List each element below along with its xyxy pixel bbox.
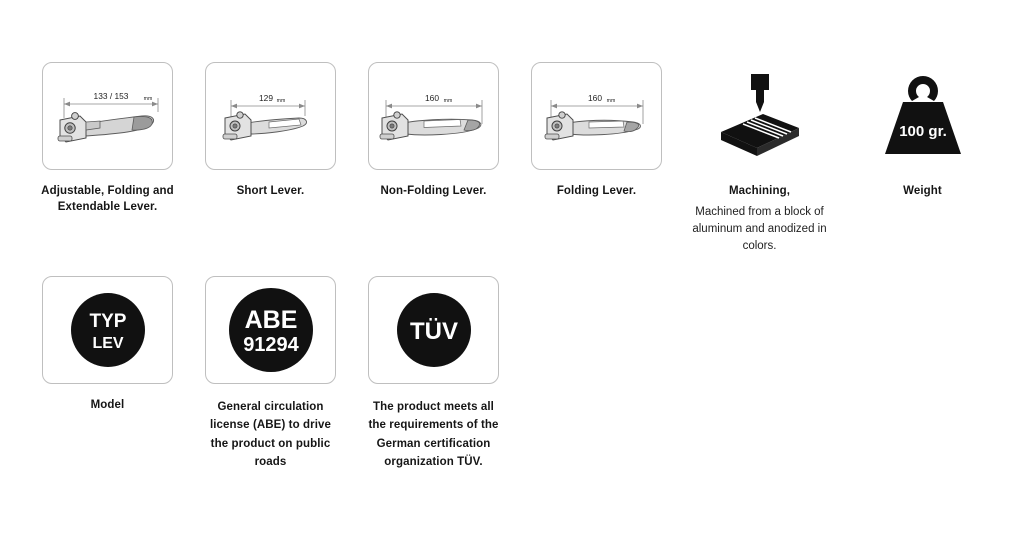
feature-image-box xyxy=(205,62,336,170)
feature-machining xyxy=(694,62,825,256)
lever-short-icon xyxy=(209,66,333,166)
certification-image-box xyxy=(42,276,173,384)
cnc-machining-icon xyxy=(701,66,819,166)
certifications-row xyxy=(42,276,531,472)
certification-image-box xyxy=(368,276,499,384)
feature-image-box xyxy=(857,62,988,170)
abe-badge-icon xyxy=(212,280,330,380)
feature-caption: Short Lever. xyxy=(236,185,305,197)
feature-caption: Non-Folding Lever. xyxy=(380,185,487,197)
weight-label: 100 gr. xyxy=(898,123,947,140)
typ-lev-badge-icon xyxy=(49,280,167,380)
feature-caption: Machining, xyxy=(728,185,791,197)
dimension-label: 160 xyxy=(424,93,439,103)
feature-folding-lever xyxy=(531,62,662,200)
dimension-unit: mm xyxy=(443,98,452,104)
dimension-label: 160 xyxy=(587,93,602,103)
feature-weight xyxy=(857,62,988,200)
dimension-label: 129 xyxy=(258,93,273,103)
badge-line-1: TYP xyxy=(89,311,126,332)
feature-image-box xyxy=(42,62,173,170)
features-row xyxy=(42,62,1020,256)
feature-caption: Adjustable, Folding and Extendable Lever. xyxy=(41,185,174,213)
feature-non-folding-lever xyxy=(368,62,499,200)
certification-image-box xyxy=(205,276,336,384)
dimension-label: 133 / 153 xyxy=(93,91,128,101)
feature-image-box xyxy=(531,62,662,170)
lever-folding-icon xyxy=(535,66,659,166)
dimension-unit: mm xyxy=(276,98,285,104)
dimension-unit: mm xyxy=(606,98,615,104)
badge-line-2: 91294 xyxy=(242,334,299,356)
weight-icon xyxy=(867,66,979,166)
feature-image-box xyxy=(694,62,825,170)
certification-caption: General circulation license (ABE) to drive the product on public roads xyxy=(209,401,332,469)
certification-caption: The product meets all the requirements of the German certification organization TÜV. xyxy=(368,401,499,469)
certification-model xyxy=(42,276,173,414)
feature-image-box xyxy=(368,62,499,170)
feature-caption: Weight xyxy=(903,185,942,197)
feature-short-lever xyxy=(205,62,336,200)
dimension-unit: mm xyxy=(143,96,152,102)
lever-adjustable-icon xyxy=(46,66,170,166)
tuv-badge-icon xyxy=(375,280,493,380)
certification-caption: Model xyxy=(90,399,125,411)
lever-non-folding-icon xyxy=(372,66,496,166)
badge-line-1: ABE xyxy=(244,306,297,334)
feature-caption: Folding Lever. xyxy=(556,185,637,197)
feature-subcaption: Machined from a block of aluminum and anodized in colors. xyxy=(692,205,827,253)
feature-adjustable-folding-extendable-lever xyxy=(42,62,173,216)
badge-line-2: LEV xyxy=(91,335,124,352)
badge-line-1: TÜV xyxy=(409,318,458,345)
certification-tuv xyxy=(368,276,499,472)
certification-abe xyxy=(205,276,336,472)
